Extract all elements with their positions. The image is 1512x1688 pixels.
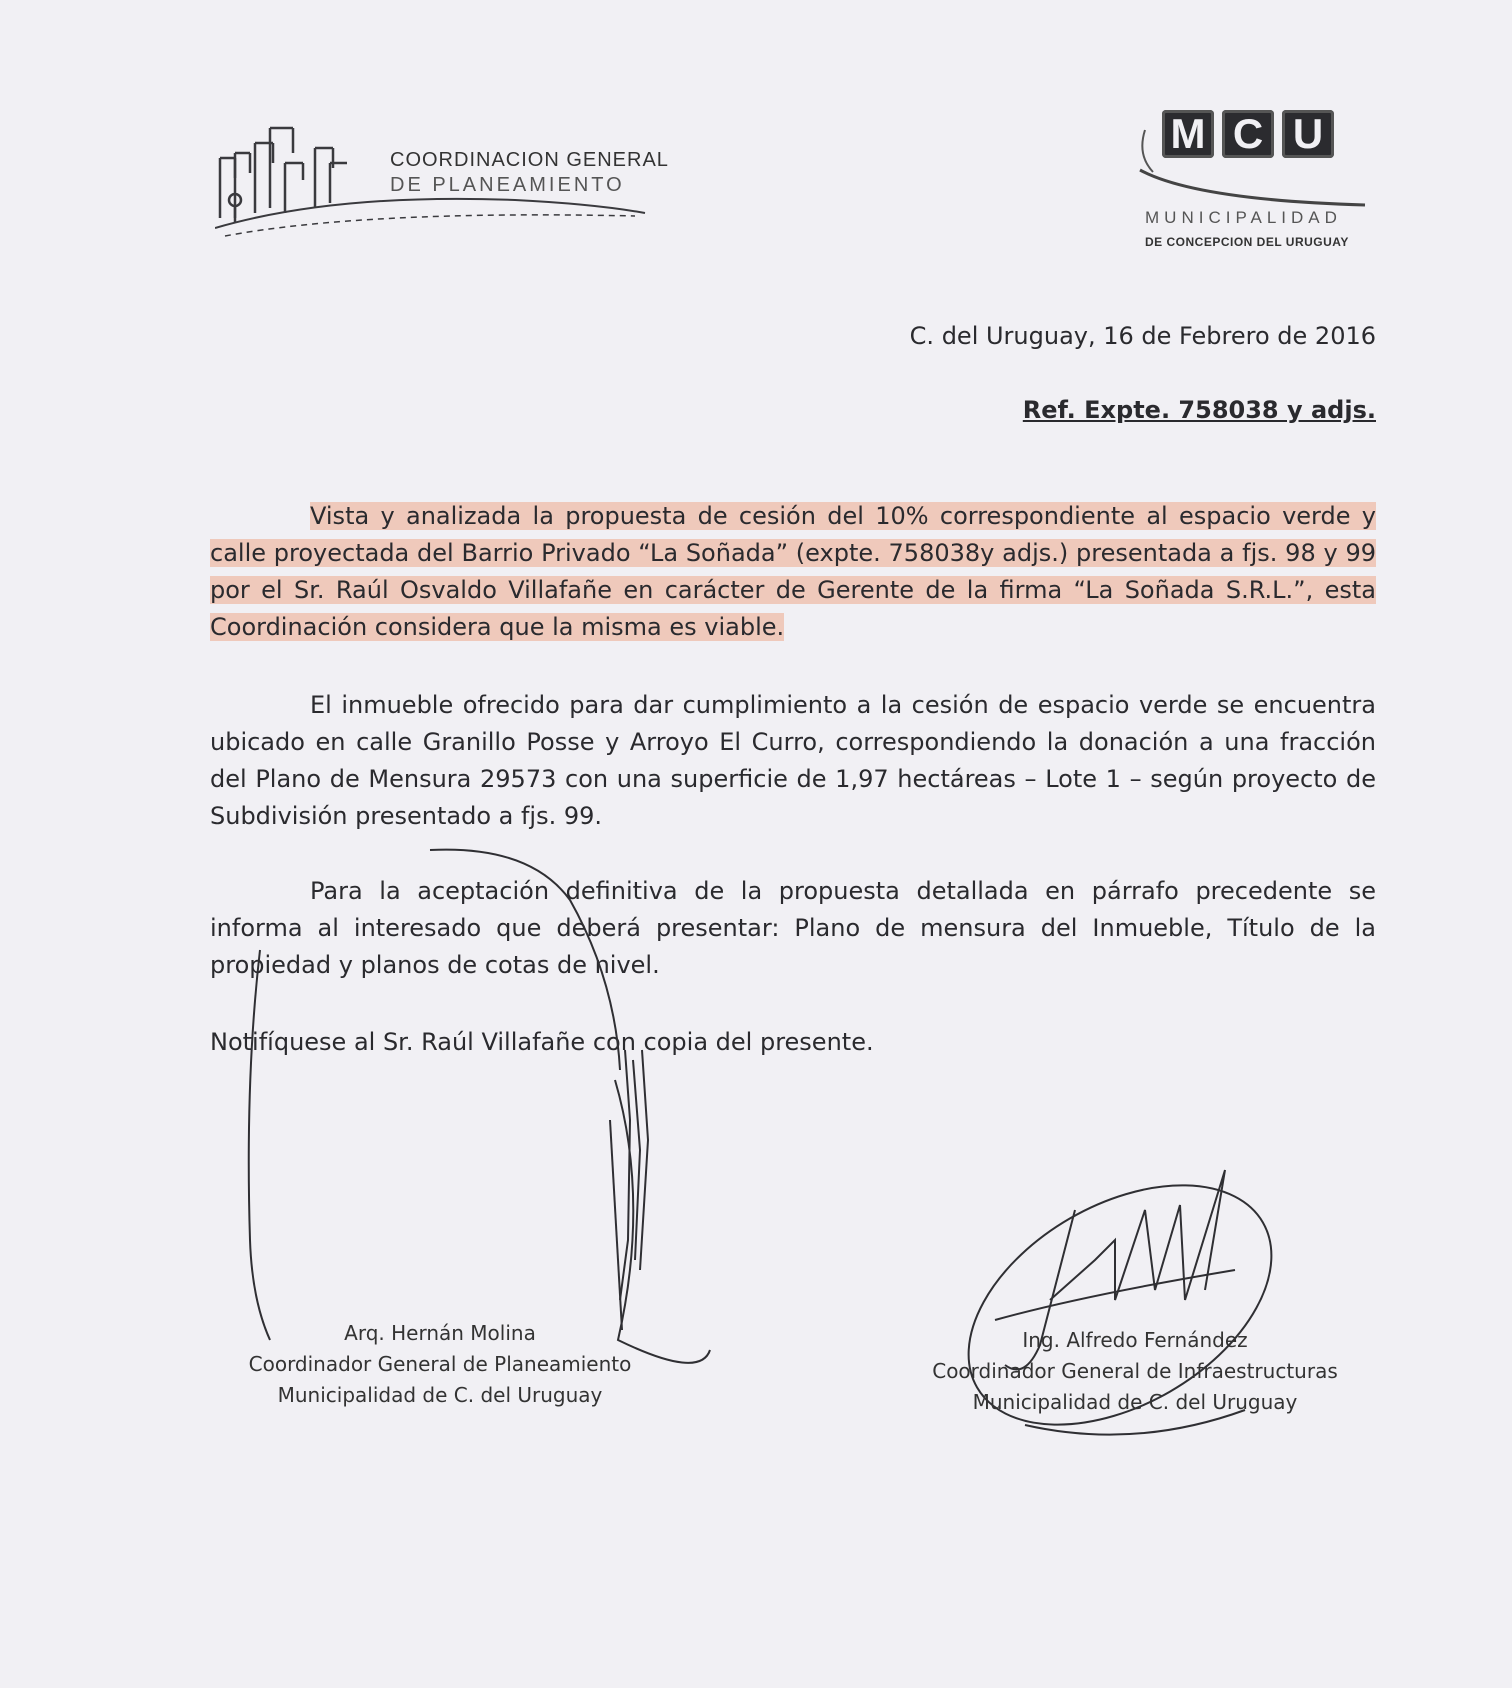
planeamiento-letterhead <box>215 118 695 248</box>
mcu-letter-c: C <box>1222 110 1274 158</box>
signature-fernandez-icon <box>965 1150 1305 1470</box>
signer-org: Municipalidad de C. del Uruguay <box>277 1383 603 1407</box>
paragraph-4: Notifíquese al Sr. Raúl Villafañe con copia del presente. <box>210 1028 874 1056</box>
mcu-swoosh-icon <box>1135 110 1375 210</box>
signature-block-molina <box>240 1318 640 1411</box>
paragraph-1-text: Vista y analizada la propuesta de cesión del 10% correspondiente al espacio verde y calle proyectada del Barrio Privado “La Soñada” (expte. 758038y adjs.) presentada a fjs. 98 y 99 por el Sr. Raúl Osvaldo Villafañe en carácter de Gerente de la firma “La Soñada S.R.L.”, esta Coordinación considera que la misma es viable. <box>210 502 1376 641</box>
signer-name: Ing. Alfredo Fernández <box>1022 1328 1248 1352</box>
document-date: C. del Uruguay, 16 de Febrero de 2016 <box>909 322 1376 350</box>
signer-org: Municipalidad de C. del Uruguay <box>972 1390 1298 1414</box>
paragraph-3: Para la aceptación definitiva de la propuesta detallada en párrafo precedente se informa al interesado que deberá presentar: Plano de mensura del Inmueble, Título de la propiedad y planos de cotas de nivel. <box>210 877 1376 979</box>
municipalidad-letterhead <box>1135 110 1375 260</box>
municipalidad-label: MUNICIPALIDAD <box>1145 208 1342 227</box>
signer-title: Coordinador General de Planeamiento <box>248 1352 632 1376</box>
mcu-letter-m: M <box>1162 110 1214 158</box>
signature-block-fernandez <box>920 1325 1350 1418</box>
paragraph-1 <box>210 498 1376 646</box>
concepcion-label: DE CONCEPCION DEL URUGUAY <box>1145 235 1349 249</box>
letterhead-left-line2: DE PLANEAMIENTO <box>390 174 625 196</box>
planeamiento-letterhead-text <box>390 148 669 198</box>
document-reference: Ref. Expte. 758038 y adjs. <box>1022 396 1376 424</box>
signer-title: Coordinador General de Infraestructuras <box>932 1359 1338 1383</box>
paragraph-2: El inmueble ofrecido para dar cumplimiento a la cesión de espacio verde se encuentra ubicado en calle Granillo Posse y Arroyo El Curro, correspondiendo la donación a una fracción del Plano de Mensura 29573 con una superficie de 1,97 hectáreas – Lote 1 – según proyecto de Subdivisión presentado a fjs. 99. <box>210 691 1376 830</box>
mcu-letter-u: U <box>1282 110 1334 158</box>
letterhead-left-line1: COORDINACION GENERAL <box>390 149 669 171</box>
signer-name: Arq. Hernán Molina <box>344 1321 536 1345</box>
